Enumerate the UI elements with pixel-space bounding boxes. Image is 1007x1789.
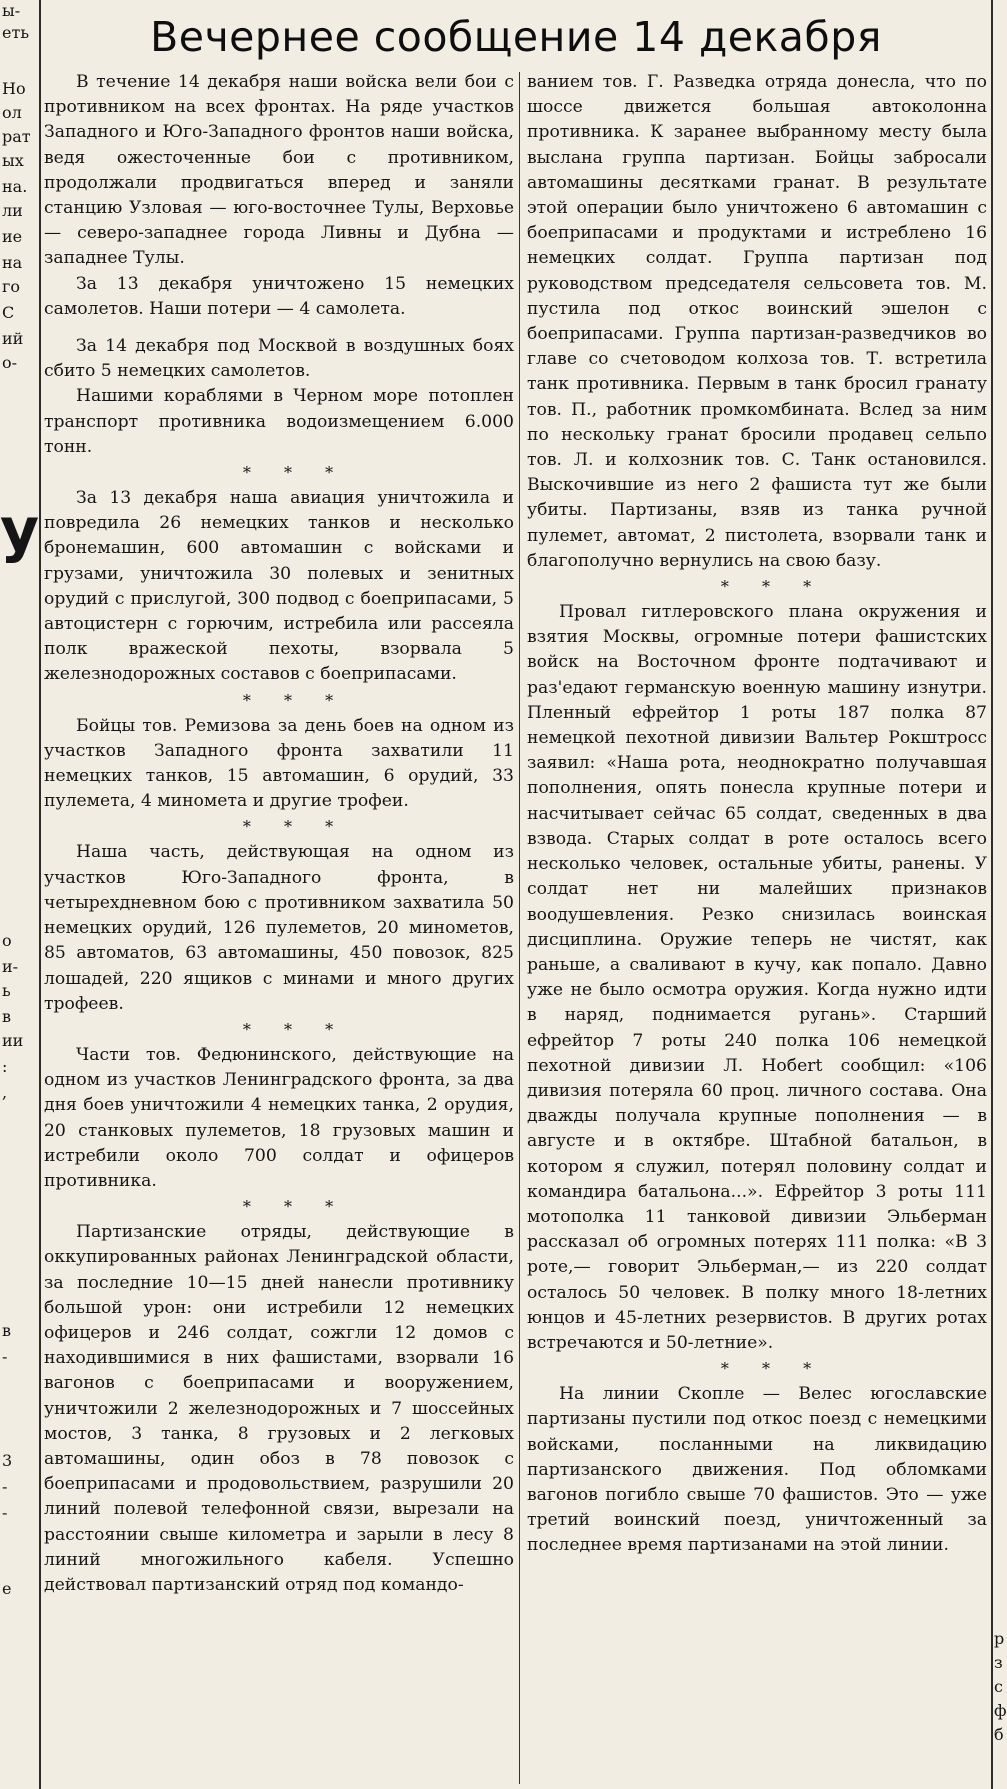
paragraph-remizov: Бойцы тов. Ремизова за день боев на одном из участков Западного фронта захватили 11 немецких танков, 15 автомашин, 6 орудий, 33 пулемета, 4 миномета и другие трофеи.: [44, 715, 514, 812]
left-fragment: :: [2, 1057, 8, 1076]
paragraph-fedyuninsky: Части тов. Федюнинского, действующие на одном из участков Ленинградского фронта, за два дня боев уничтожили 4 немецких танка, 2 орудия, 20 станковых пулеметов, 18 грузовых машин и истребили около 700 солдат и офицеров противника.: [44, 1044, 514, 1191]
left-fragment: е: [2, 1579, 12, 1598]
left-fragment: в: [2, 1321, 12, 1340]
left-fragment: -: [2, 1347, 8, 1366]
left-fragment: ол: [2, 103, 22, 122]
left-fragment: о-: [2, 353, 18, 372]
paragraph-yugoslav-partisans: На линии Скопле — Велес югославские партизаны пустили под откос поезд с немецкими войсками, посланными на ликвидацию партизанского движения. Под обломками вагонов погибло свыше 70 фашистов. Это — уже третий воинский поезд, уничтоженный за последнее время партизанами на этой линии.: [527, 1384, 987, 1556]
paragraph-front-summary: В течение 14 декабря наши войска вели бои с противником на всех фронтах. На ряде участков Западного и Юго-Западного фронтов наши войска, ведя ожесточенные бои с противником, продолжали продвигаться вперед и заняли станцию Узловая — юго-восточнее Тулы, Верховье — северо-западнее города Ливны и Дубна — западнее Тулы.: [44, 72, 514, 269]
left-fragment: С: [2, 303, 15, 322]
left-fragment: 3: [2, 1451, 13, 1470]
left-fragment: на.: [2, 177, 28, 196]
section-separator: * * *: [242, 1019, 348, 1039]
left-fragment: рат: [2, 127, 31, 146]
left-fragment: -: [2, 1503, 8, 1522]
right-margin-fragments: [994, 0, 1005, 1789]
left-fragment: го: [2, 277, 21, 296]
section-separator: * * *: [720, 1359, 826, 1379]
left-fragment: ых: [2, 151, 24, 170]
left-fragment: еть: [2, 23, 30, 42]
paragraph-southwest-front: Наша часть, действующая на одном из участков Юго-Западного фронта, в четырехдневном бою с противником захватила 50 немецких орудий, 126 пулеметов, 20 минометов, 85 автоматов, 63 автомашины, 450 повозок, 825 лошадей, 220 ящиков с минами и много других трофеев.: [44, 842, 514, 1014]
paragraph-leningrad-partisans: Партизанские отряды, действующие в оккупированных районах Ленинградской области, за последние 10—15 дней нанесли противнику большой урон: они истребили 12 немецких офицеров и 246 солдат, сожгли 12 домов с находившимися в них фашистами, взорвали 16 вагонов с боеприпасами и вооружением, уничтожили 2 железнодорожных и 7 шоссейных мостов, 3 танка, 8 грузовых и 2 легковых автомашины, один обоз в 78 повозок с боеприпасами и продовольствием, разрушили 20 линий полевой телефонной связи, вырезали на расстоянии свыше километра и зарыли в лесу 8 линий многожильного кабеля. Успешно действовал партизанский отряд под командо-: [44, 1222, 514, 1595]
left-column-rule: [39, 0, 41, 1789]
article-column-left: [44, 70, 514, 1598]
section-separator: * * *: [242, 1197, 348, 1217]
left-fragment: на: [2, 253, 23, 272]
section-separator: * * *: [242, 463, 348, 483]
article-column-right: [527, 70, 987, 1559]
right-fragment: р: [994, 1629, 1005, 1648]
right-fragment: ф: [994, 1701, 1007, 1720]
right-fragment: б: [994, 1725, 1004, 1744]
left-fragment: ие: [2, 227, 23, 246]
column-divider: [519, 72, 520, 1784]
left-fragment: ь: [2, 981, 11, 1000]
paragraph-aviation: За 13 декабря наша авиация уничтожила и повредила 26 немецких танков и несколько бронемашин, 600 автомашин с войсками и грузами, уничтожила 30 полевых и зенитных орудий с прислугой, 300 подвод с боеприпасами, 5 автоцистерн с горючим, истребила или рассеяла полк вражеской пехоты, взорвала 5 железнодорожных составов с боеприпасами.: [44, 488, 514, 685]
left-fragment: и-: [2, 957, 19, 976]
right-fragment: с: [994, 1677, 1003, 1696]
left-margin-fragments: [0, 0, 40, 1789]
section-separator: * * *: [720, 577, 826, 597]
left-fragment: Но: [2, 79, 26, 98]
paragraph-moscow-air: За 14 декабря под Москвой в воздушных боях сбито 5 немецких самолетов.: [44, 336, 514, 382]
left-fragment: -: [2, 1477, 8, 1496]
paragraph-black-sea: Нашими кораблями в Черном море потоплен транспорт противника водоизмещением 6.000 тонн.: [44, 386, 514, 457]
right-column-rule: [991, 0, 993, 1789]
left-fragment: в: [2, 1007, 12, 1026]
section-separator: * * *: [242, 690, 348, 710]
paragraph-aircraft-losses: За 13 декабря уничтожено 15 немецких самолетов. Наши потери — 4 самолета.: [44, 273, 514, 319]
left-fragment: ы-: [2, 1, 21, 20]
article-headline: Вечернее сообщение 14 декабря: [150, 13, 882, 61]
section-separator: * * *: [242, 817, 348, 837]
left-fragment: ли: [2, 201, 23, 220]
left-fragment-large-letter: у: [0, 495, 40, 565]
paragraph-prisoner-testimony: Провал гитлеровского плана окружения и взятия Москвы, огромные потери фашистских войск на Восточном фронте подтачивают и раз'едают германскую военную машину изнутри. Пленный ефрейтор 1 роты 187 полка 87 немецкой пехотной дивизии Вальтер Рокштросс заявил: «Наша рота, неоднократно получавшая пополнения, опять понесла крупные потери и насчитывает сейчас 65 солдат, сведенных в два взвода. Старых солдат в роте осталось всего несколько человек, остальные убиты, ранены. У солдат нет ни малейших признаков воодушевления. Резко снизилась воинская дисциплина. Оружие теперь не чистят, как раньше, а сваливают в кучу, как попало. Давно уже не было осмотра оружия. Когда нужно идти в наряд, поднимается ругань». Старший ефрейтор 7 роты 240 полка 106 немецкой пехотной дивизии Л. Нобert сообщил: «106 дивизия потеряла 60 проц. личного состава. Она дважды получала крупные пополнения — в августе и в октябре. Штабной батальон, в котором я служил, потерял половину солдат и командира батальона...». Ефрейтор 3 роты 111 мотополка 11 танковой дивизии Эльберман рассказал об огромных потерях 111 полка: «В 3 роте,— говорит Эльберман,— из 220 солдат осталось 50 человек. В полку много 18-летних юнцов и 45-летних резервистов. В других ротах встречаются и 50-летние».: [527, 602, 987, 1353]
left-fragment: ,: [2, 1083, 8, 1102]
left-fragment: о: [2, 931, 12, 950]
left-fragment: ии: [2, 1031, 24, 1050]
left-fragment: ий: [2, 329, 24, 348]
right-fragment: з: [994, 1653, 1003, 1672]
paragraph-partisan-continuation: ванием тов. Г. Разведка отряда донесла, что по шоссе движется большая автоколонна противника. К заранее выбранному месту была выслана группа партизан. Бойцы забросали автомашины десятками гранат. В результате этой операции было уничтожено 6 автомашин с боеприпасами и продуктами и истреблено 16 немецких солдат. Группа партизан под руководством председателя сельсовета тов. М. пустила под откос воинский эшелон с боеприпасами. Группа партизан-разведчиков во главе со счетоводом колхоза тов. Т. встретила танк противника. Первым в танк бросил гранату тов. П., работник промкомбината. Вслед за ним по нескольку гранат бросили продавец сельпо тов. Л. и колхозник тов. С. Танк остановился. Выскочившие из него 2 фашиста тут же были убиты. Партизаны, взяв из танка ручной пулемет, автомат, 2 пистолета, взорвали танк и благополучно вернулись на свою базу.: [527, 72, 987, 571]
